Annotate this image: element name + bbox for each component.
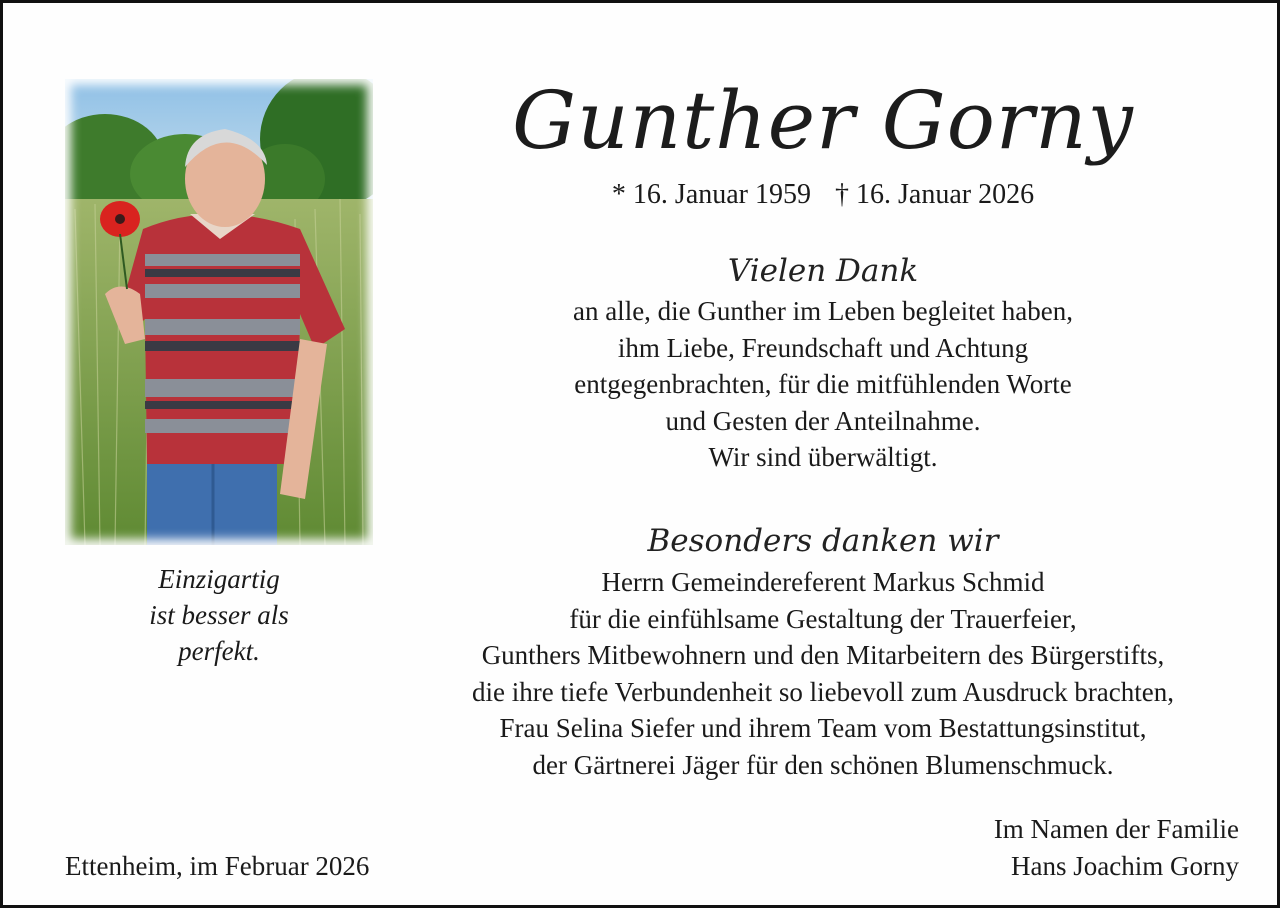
thanks-line: ihm Liebe, Freundschaft und Achtung xyxy=(617,332,1029,363)
quote-line: ist besser als xyxy=(149,600,289,630)
thanks-paragraph xyxy=(403,293,1243,476)
memorial-quote xyxy=(65,561,373,669)
death-date: † 16. Januar 2026 xyxy=(835,179,1035,210)
signature-line: Im Namen der Familie xyxy=(993,814,1239,844)
special-thanks-line: Frau Selina Siefer und ihrem Team vom Bestattungsinstitut, xyxy=(499,713,1147,743)
deceased-name: Gunther Gorny xyxy=(512,74,1134,167)
thanks-heading: Vielen Dank xyxy=(727,253,919,289)
portrait-illustration xyxy=(65,79,373,545)
special-thanks-line: Herrn Gemeindereferent Markus Schmid xyxy=(601,567,1045,597)
life-dates xyxy=(403,177,1243,213)
thanks-line: an alle, die Gunther im Leben begleitet haben, xyxy=(572,296,1074,326)
thanks-line: und Gesten der Anteilnahme. xyxy=(665,405,981,436)
special-thanks-paragraph xyxy=(403,564,1243,783)
special-thanks-line: die ihre tiefe Verbundenheit so liebevoll zum Ausdruck brachten, xyxy=(471,676,1175,707)
quote-line: perfekt. xyxy=(178,636,260,666)
signature-line: Hans Joachim Gorny xyxy=(1011,850,1239,881)
birth-date: * 16. Januar 1959 xyxy=(611,179,811,210)
special-thanks-line: für die einfühlsame Gestaltung der Trauerfeier, xyxy=(569,603,1077,634)
special-thanks-line: der Gärtnerei Jäger für den schönen Blumenschmuck. xyxy=(532,749,1114,780)
quote-line: Einzigartig xyxy=(158,564,280,594)
family-signature xyxy=(994,811,1239,884)
thanks-line: entgegenbrachten, für die mitfühlenden Worte xyxy=(574,369,1072,399)
special-thanks-heading: Besonders danken wir xyxy=(647,523,999,559)
portrait-photo xyxy=(65,79,373,545)
place-and-date: Ettenheim, im Februar 2026 xyxy=(65,851,370,881)
special-thanks-line: Gunthers Mitbewohnern und den Mitarbeitern des Bürgerstifts, xyxy=(481,640,1165,670)
thanks-line: Wir sind überwältigt. xyxy=(708,442,938,472)
